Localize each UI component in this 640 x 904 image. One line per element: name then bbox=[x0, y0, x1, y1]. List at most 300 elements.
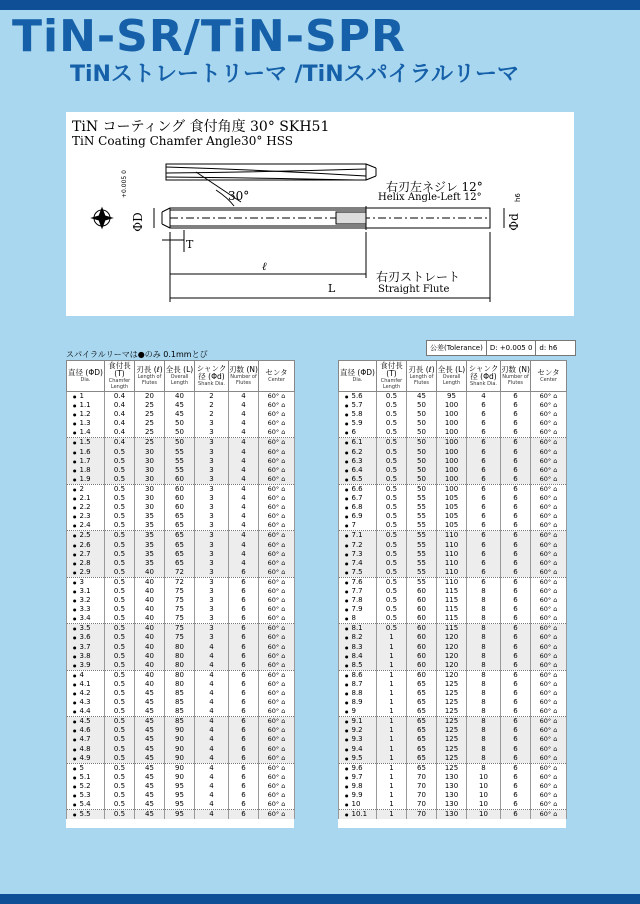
cell-diameter: ● 5.4 bbox=[67, 800, 105, 810]
table-cell: 3 bbox=[195, 419, 229, 428]
table-cell: 0.5 bbox=[377, 541, 407, 550]
table-cell: 3 bbox=[195, 466, 229, 475]
center-icon: ⌂ bbox=[279, 401, 286, 410]
table-cell: 120 bbox=[437, 661, 467, 671]
center-icon: ⌂ bbox=[551, 494, 558, 503]
center-icon: ⌂ bbox=[279, 456, 286, 465]
table-cell: 0.4 bbox=[105, 392, 135, 402]
table-cell: 55 bbox=[407, 512, 437, 521]
spiral-available-icon: ● bbox=[345, 662, 349, 668]
table-cell: 6 bbox=[229, 726, 259, 735]
table-cell: 105 bbox=[437, 494, 467, 503]
table-cell: 50 bbox=[407, 428, 437, 438]
table-cell: 60° ⌂ bbox=[259, 541, 295, 550]
cell-diameter: ● 1 bbox=[67, 392, 105, 402]
spiral-available-icon: ● bbox=[73, 746, 77, 752]
center-icon: ⌂ bbox=[279, 717, 286, 726]
table-cell: 8 bbox=[467, 596, 501, 605]
spiral-available-icon: ● bbox=[73, 523, 77, 529]
chamfer-angle-label: 30° bbox=[228, 189, 250, 203]
table-cell: 6 bbox=[229, 670, 259, 680]
table-cell: 45 bbox=[165, 410, 195, 419]
table-cell: 40 bbox=[165, 392, 195, 402]
table-cell: 1 bbox=[377, 717, 407, 727]
cell-diameter: ● 5.7 bbox=[339, 401, 377, 410]
center-icon: ⌂ bbox=[279, 753, 286, 762]
spiral-available-icon: ● bbox=[73, 626, 77, 632]
table-cell: 6 bbox=[229, 773, 259, 782]
table-cell: 65 bbox=[407, 735, 437, 744]
table-cell: 0.5 bbox=[105, 791, 135, 800]
table-cell: 20 bbox=[135, 392, 165, 402]
cell-diameter: ● 8.7 bbox=[339, 680, 377, 689]
spiral-available-icon: ● bbox=[345, 783, 349, 789]
table-cell: 125 bbox=[437, 735, 467, 744]
center-icon: ⌂ bbox=[279, 474, 286, 483]
table-cell: 50 bbox=[165, 419, 195, 428]
table-cell: 6 bbox=[467, 559, 501, 568]
table-cell: 45 bbox=[135, 763, 165, 773]
table-body bbox=[67, 392, 295, 820]
table-cell: 6 bbox=[501, 401, 531, 410]
spiral-available-icon: ● bbox=[73, 458, 77, 464]
spiral-available-icon: ● bbox=[73, 467, 77, 473]
table-cell: 0.4 bbox=[105, 428, 135, 438]
spiral-available-icon: ● bbox=[345, 728, 349, 734]
table-cell: 50 bbox=[407, 410, 437, 419]
cell-diameter: ● 7.9 bbox=[339, 605, 377, 614]
table-cell: 60° ⌂ bbox=[531, 596, 567, 605]
table-cell: 0.5 bbox=[105, 643, 135, 652]
table-cell: 8 bbox=[467, 670, 501, 680]
spiral-available-icon: ● bbox=[345, 440, 349, 446]
column-header-jp: 食付長 (T) bbox=[380, 361, 403, 378]
spiral-available-icon: ● bbox=[345, 755, 349, 761]
table-cell: 55 bbox=[165, 448, 195, 457]
table-cell: 6 bbox=[229, 810, 259, 820]
table-cell: 6 bbox=[501, 791, 531, 800]
center-icon: ⌂ bbox=[279, 791, 286, 800]
table-cell: 125 bbox=[437, 745, 467, 754]
table-cell: 60° ⌂ bbox=[259, 457, 295, 466]
table-cell: 60° ⌂ bbox=[259, 745, 295, 754]
cell-diameter: ● 10 bbox=[339, 800, 377, 810]
column-header-en: Overall Length bbox=[170, 374, 189, 386]
table-cell: 85 bbox=[165, 698, 195, 707]
column-header-jp: センタ bbox=[265, 368, 288, 377]
table-cell: 110 bbox=[437, 559, 467, 568]
cell-diameter: ● 2.1 bbox=[67, 494, 105, 503]
table-cell: 95 bbox=[437, 392, 467, 402]
table-cell: 1 bbox=[377, 689, 407, 698]
cell-diameter: ● 9.6 bbox=[339, 763, 377, 773]
table-cell: 6 bbox=[501, 754, 531, 764]
cell-diameter: ● 8.6 bbox=[339, 670, 377, 680]
cell-diameter: ● 1.4 bbox=[67, 428, 105, 438]
center-icon: ⌂ bbox=[279, 540, 286, 549]
table-cell: 8 bbox=[467, 614, 501, 624]
column-header bbox=[437, 361, 467, 392]
table-row bbox=[67, 670, 295, 680]
table-row bbox=[67, 401, 295, 410]
table-cell: 1 bbox=[377, 763, 407, 773]
table-cell: 4 bbox=[229, 484, 259, 494]
table-cell: 25 bbox=[135, 419, 165, 428]
table-cell: 55 bbox=[407, 568, 437, 578]
cell-diameter: ● 2.3 bbox=[67, 512, 105, 521]
table-cell: 6 bbox=[229, 661, 259, 671]
table-cell: 0.5 bbox=[105, 605, 135, 614]
table-cell: 8 bbox=[467, 707, 501, 717]
table-cell: 60° ⌂ bbox=[259, 633, 295, 642]
center-icon: ⌂ bbox=[551, 503, 558, 512]
table-cell: 6 bbox=[501, 782, 531, 791]
spiral-available-icon: ● bbox=[73, 598, 77, 604]
spiral-available-icon: ● bbox=[73, 579, 77, 585]
table-cell: 60 bbox=[407, 596, 437, 605]
table-cell: 2 bbox=[195, 401, 229, 410]
cell-diameter: ● 3.7 bbox=[67, 643, 105, 652]
table-row bbox=[339, 689, 567, 698]
spiral-available-icon: ● bbox=[345, 672, 349, 678]
cell-diameter: ● 6.4 bbox=[339, 466, 377, 475]
table-cell: 10 bbox=[467, 782, 501, 791]
table-cell: 60 bbox=[407, 605, 437, 614]
table-cell: 50 bbox=[165, 428, 195, 438]
table-cell: 0.5 bbox=[377, 521, 407, 531]
table-cell: 6 bbox=[501, 466, 531, 475]
table-cell: 125 bbox=[437, 698, 467, 707]
table-cell: 6 bbox=[501, 800, 531, 810]
table-row bbox=[339, 541, 567, 550]
table-cell: 0.4 bbox=[105, 410, 135, 419]
table-row bbox=[339, 633, 567, 642]
table-cell: 65 bbox=[165, 559, 195, 568]
table-cell: 45 bbox=[407, 392, 437, 402]
table-row bbox=[339, 652, 567, 661]
table-cell: 60° ⌂ bbox=[259, 503, 295, 512]
table-cell: 0.5 bbox=[377, 503, 407, 512]
straight-label-jp: 右刃ストレート bbox=[376, 270, 461, 284]
table-cell: 0.5 bbox=[105, 763, 135, 773]
table-row bbox=[339, 735, 567, 744]
table-cell: 6 bbox=[467, 448, 501, 457]
table-cell: 40 bbox=[135, 568, 165, 578]
table-cell: 55 bbox=[407, 559, 437, 568]
table-cell: 60° ⌂ bbox=[259, 735, 295, 744]
table-row bbox=[67, 541, 295, 550]
table-cell: 0.5 bbox=[105, 624, 135, 634]
table-cell: 6 bbox=[467, 503, 501, 512]
table-cell: 70 bbox=[407, 782, 437, 791]
center-icon: ⌂ bbox=[279, 577, 286, 586]
table-cell: 60° ⌂ bbox=[259, 568, 295, 578]
table-cell: 120 bbox=[437, 643, 467, 652]
table-row bbox=[339, 577, 567, 587]
table-row bbox=[67, 717, 295, 727]
spiral-available-icon: ● bbox=[345, 486, 349, 492]
spiral-available-icon: ● bbox=[73, 700, 77, 706]
table-cell: 65 bbox=[165, 550, 195, 559]
spiral-available-icon: ● bbox=[73, 812, 77, 818]
table-cell: 95 bbox=[165, 791, 195, 800]
table-cell: 8 bbox=[467, 689, 501, 698]
table-cell: 60° ⌂ bbox=[531, 568, 567, 578]
table-cell: 0.5 bbox=[377, 550, 407, 559]
table-cell: 0.5 bbox=[105, 448, 135, 457]
table-cell: 6 bbox=[501, 484, 531, 494]
table-cell: 100 bbox=[437, 475, 467, 485]
spiral-available-icon: ● bbox=[73, 793, 77, 799]
cell-diameter: ● 8.4 bbox=[339, 652, 377, 661]
table-cell: 3 bbox=[195, 624, 229, 634]
table-row bbox=[67, 448, 295, 457]
dim-L-label: L bbox=[328, 282, 336, 295]
table-cell: 6 bbox=[501, 559, 531, 568]
table-cell: 2 bbox=[195, 392, 229, 402]
cell-diameter: ● 5.3 bbox=[67, 791, 105, 800]
spiral-available-icon: ● bbox=[73, 440, 77, 446]
table-cell: 1 bbox=[377, 800, 407, 810]
table-cell: 60° ⌂ bbox=[531, 550, 567, 559]
cell-diameter: ● 9.7 bbox=[339, 773, 377, 782]
table-cell: 25 bbox=[135, 428, 165, 438]
table-cell: 6 bbox=[501, 587, 531, 596]
spec-table-right bbox=[338, 360, 566, 828]
table-cell: 8 bbox=[467, 698, 501, 707]
table-cell: 60° ⌂ bbox=[259, 410, 295, 419]
table-cell: 60° ⌂ bbox=[259, 484, 295, 494]
table-cell: 85 bbox=[165, 689, 195, 698]
table-cell: 0.4 bbox=[105, 401, 135, 410]
spiral-available-icon: ● bbox=[345, 467, 349, 473]
table-cell: 50 bbox=[407, 401, 437, 410]
table-cell: 30 bbox=[135, 457, 165, 466]
table-cell: 60° ⌂ bbox=[259, 559, 295, 568]
table-row bbox=[67, 810, 295, 820]
table-cell: 4 bbox=[229, 475, 259, 485]
table-cell: 1 bbox=[377, 661, 407, 671]
table-cell: 6 bbox=[501, 503, 531, 512]
cell-diameter: ● 2.8 bbox=[67, 559, 105, 568]
cell-diameter: ● 7.5 bbox=[339, 568, 377, 578]
table-cell: 0.5 bbox=[105, 531, 135, 541]
table-cell: 0.5 bbox=[377, 559, 407, 568]
table-cell: 100 bbox=[437, 410, 467, 419]
table-row bbox=[339, 800, 567, 810]
table-row bbox=[67, 428, 295, 438]
table-cell: 6 bbox=[229, 689, 259, 698]
table-row bbox=[339, 438, 567, 448]
table-row bbox=[339, 475, 567, 485]
cell-diameter: ● 3.8 bbox=[67, 652, 105, 661]
table-cell: 4 bbox=[229, 541, 259, 550]
spiral-available-icon: ● bbox=[73, 755, 77, 761]
table-cell: 3 bbox=[195, 587, 229, 596]
table-cell: 4 bbox=[195, 726, 229, 735]
table-cell: 0.5 bbox=[377, 494, 407, 503]
table-cell: 6 bbox=[501, 735, 531, 744]
table-cell: 25 bbox=[135, 438, 165, 448]
table-cell: 4 bbox=[229, 401, 259, 410]
table-row bbox=[67, 726, 295, 735]
table-cell: 6 bbox=[467, 531, 501, 541]
table-row bbox=[339, 754, 567, 764]
table-cell: 100 bbox=[437, 457, 467, 466]
spiral-available-icon: ● bbox=[73, 542, 77, 548]
table-cell: 72 bbox=[165, 568, 195, 578]
table-row bbox=[339, 503, 567, 512]
table-row bbox=[67, 791, 295, 800]
table-cell: 60° ⌂ bbox=[531, 726, 567, 735]
table-cell: 60° ⌂ bbox=[531, 800, 567, 810]
table-cell: 60° ⌂ bbox=[531, 717, 567, 727]
helix-label-jp: 右刃左ネジレ 12° bbox=[386, 180, 483, 194]
cell-diameter: ● 8 bbox=[339, 614, 377, 624]
cell-diameter: ● 6.6 bbox=[339, 484, 377, 494]
table-cell: 60° ⌂ bbox=[259, 670, 295, 680]
table-cell: 0.5 bbox=[105, 494, 135, 503]
table-cell: 70 bbox=[407, 773, 437, 782]
cell-diameter: ● 8.1 bbox=[339, 624, 377, 634]
table-cell: 1 bbox=[377, 633, 407, 642]
center-icon: ⌂ bbox=[279, 670, 286, 679]
table-cell: 60° ⌂ bbox=[531, 438, 567, 448]
table-cell: 60° ⌂ bbox=[531, 754, 567, 764]
table-cell: 8 bbox=[467, 726, 501, 735]
center-icon: ⌂ bbox=[551, 642, 558, 651]
table-cell: 6 bbox=[467, 484, 501, 494]
table-body bbox=[339, 392, 567, 820]
table-cell: 8 bbox=[467, 624, 501, 634]
table-cell: 4 bbox=[195, 717, 229, 727]
table-row bbox=[67, 419, 295, 428]
table-row bbox=[339, 643, 567, 652]
spiral-available-icon: ● bbox=[345, 802, 349, 808]
table-cell: 4 bbox=[229, 512, 259, 521]
table-cell: 90 bbox=[165, 754, 195, 764]
table-row bbox=[339, 717, 567, 727]
tolerance-box bbox=[426, 340, 576, 356]
table-cell: 105 bbox=[437, 503, 467, 512]
table-cell: 0.5 bbox=[377, 419, 407, 428]
table-cell: 60° ⌂ bbox=[531, 559, 567, 568]
cell-diameter: ● 2.2 bbox=[67, 503, 105, 512]
center-icon: ⌂ bbox=[279, 698, 286, 707]
table-cell: 40 bbox=[135, 577, 165, 587]
table-row bbox=[67, 773, 295, 782]
column-header-jp: 全長 (L) bbox=[165, 365, 194, 374]
table-cell: 4 bbox=[195, 680, 229, 689]
table-cell: 110 bbox=[437, 531, 467, 541]
table-cell: 60° ⌂ bbox=[531, 707, 567, 717]
table-cell: 6 bbox=[501, 475, 531, 485]
table-cell: 6 bbox=[229, 643, 259, 652]
spiral-available-icon: ● bbox=[345, 765, 349, 771]
table-cell: 40 bbox=[135, 680, 165, 689]
column-header bbox=[135, 361, 165, 392]
table-row bbox=[339, 614, 567, 624]
column-header-jp: 直径 (ΦD) bbox=[340, 368, 375, 377]
dim-l-label: ℓ bbox=[262, 260, 267, 273]
center-icon: ⌂ bbox=[279, 558, 286, 567]
table-cell: 60° ⌂ bbox=[259, 698, 295, 707]
table-cell: 90 bbox=[165, 745, 195, 754]
table-cell: 4 bbox=[229, 419, 259, 428]
table-cell: 80 bbox=[165, 661, 195, 671]
spiral-available-icon: ● bbox=[345, 793, 349, 799]
table-cell: 3 bbox=[195, 614, 229, 624]
cell-diameter: ● 6.2 bbox=[339, 448, 377, 457]
spiral-available-icon: ● bbox=[73, 560, 77, 566]
table-cell: 60° ⌂ bbox=[531, 587, 567, 596]
center-icon: ⌂ bbox=[551, 717, 558, 726]
spiral-available-icon: ● bbox=[345, 412, 349, 418]
table-cell: 3 bbox=[195, 577, 229, 587]
table-row bbox=[67, 643, 295, 652]
table-cell: 1 bbox=[377, 670, 407, 680]
spiral-available-icon: ● bbox=[73, 802, 77, 808]
table-row bbox=[339, 392, 567, 402]
spiral-available-icon: ● bbox=[345, 653, 349, 659]
spiral-available-icon: ● bbox=[73, 569, 77, 575]
table-cell: 4 bbox=[229, 410, 259, 419]
table-row bbox=[339, 410, 567, 419]
tolerance-D: D: +0.005 0 bbox=[487, 341, 537, 355]
table-cell: 4 bbox=[229, 428, 259, 438]
center-icon: ⌂ bbox=[551, 624, 558, 633]
table-cell: 60° ⌂ bbox=[259, 754, 295, 764]
table-cell: 3 bbox=[195, 633, 229, 642]
table-cell: 6 bbox=[501, 531, 531, 541]
cell-diameter: ● 7.8 bbox=[339, 596, 377, 605]
spiral-available-icon: ● bbox=[73, 765, 77, 771]
table-cell: 0.5 bbox=[105, 633, 135, 642]
table-cell: 6 bbox=[501, 550, 531, 559]
table-row bbox=[339, 494, 567, 503]
cell-diameter: ● 4.4 bbox=[67, 707, 105, 717]
column-header-en: Center bbox=[268, 377, 285, 383]
table-cell: 6 bbox=[501, 661, 531, 671]
table-cell: 0.5 bbox=[105, 457, 135, 466]
table-cell: 0.5 bbox=[377, 475, 407, 485]
table-cell: 0.5 bbox=[105, 754, 135, 764]
table-row bbox=[339, 568, 567, 578]
cell-diameter: ● 8.5 bbox=[339, 661, 377, 671]
spiral-available-icon: ● bbox=[73, 394, 77, 399]
center-icon: ⌂ bbox=[279, 633, 286, 642]
table-cell: 100 bbox=[437, 484, 467, 494]
table-cell: 60° ⌂ bbox=[259, 782, 295, 791]
table-cell: 10 bbox=[467, 800, 501, 810]
dim-D-label: ΦD bbox=[131, 212, 145, 232]
table-cell: 80 bbox=[165, 652, 195, 661]
table-cell: 0.5 bbox=[105, 568, 135, 578]
table-cell: 8 bbox=[467, 754, 501, 764]
table-cell: 0.5 bbox=[105, 661, 135, 671]
column-header-jp: シャンク径 (Φd) bbox=[468, 364, 499, 381]
center-icon: ⌂ bbox=[551, 651, 558, 660]
table-row bbox=[67, 735, 295, 744]
table-cell: 55 bbox=[407, 550, 437, 559]
table-cell: 60° ⌂ bbox=[259, 605, 295, 614]
table-cell: 6 bbox=[467, 438, 501, 448]
spiral-available-icon: ● bbox=[345, 626, 349, 632]
table-cell: 65 bbox=[407, 726, 437, 735]
table-cell: 60° ⌂ bbox=[531, 512, 567, 521]
table-cell: 60° ⌂ bbox=[259, 726, 295, 735]
table-cell: 6 bbox=[229, 605, 259, 614]
